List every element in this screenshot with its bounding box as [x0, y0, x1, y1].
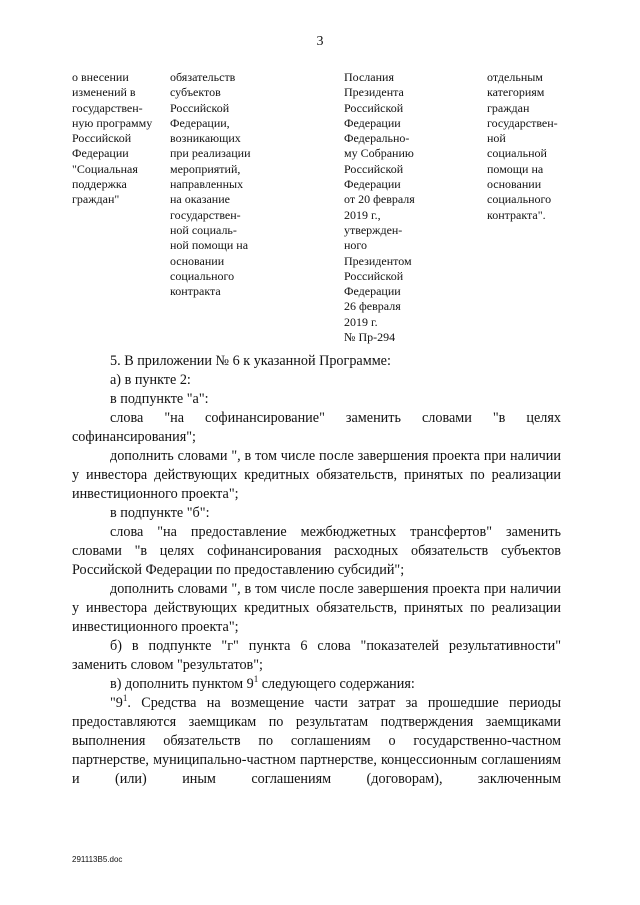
- table-cell-line: 2019 г.: [344, 314, 378, 329]
- table-column-1: [72, 70, 152, 208]
- table-cell-line: отдельным: [487, 70, 543, 84]
- table-cell-line: основании: [170, 253, 225, 268]
- table-cell-line: поддержка: [72, 177, 127, 192]
- superscript: 1: [253, 674, 259, 684]
- table-cell-line: Послания: [344, 70, 394, 84]
- table-cell-line: категориям: [487, 85, 545, 100]
- table-cell-line: ного: [344, 238, 368, 253]
- table-cell-line: государствен-: [170, 207, 241, 222]
- table-column-2: [170, 70, 251, 299]
- table-cell-line: граждан: [487, 100, 530, 115]
- superscript: 1: [122, 693, 128, 703]
- page-number: 3: [316, 34, 324, 49]
- table-cell-line: Президентом: [344, 253, 412, 268]
- table-cell-line: о внесении: [72, 70, 129, 84]
- paragraph: 5. В приложении № 6 к указанной Программе:: [110, 353, 391, 369]
- table-cell-line: № Пр-294: [344, 330, 396, 345]
- table-cell-line: Федерации: [344, 115, 401, 130]
- table-cell-line: Федерации,: [170, 115, 230, 130]
- table-cell-line: ную программу: [72, 115, 153, 130]
- paragraph: дополнить словами ", в том числе после завершения проекта при наличии у инвестора действующих кредитных обязательств, принятых по реализации инвестиционного проекта";: [72, 581, 561, 635]
- table-cell-line: государствен-: [72, 100, 143, 115]
- paragraph: в подпункте "б":: [110, 505, 210, 521]
- table-cell-line: субъектов: [170, 85, 221, 100]
- table-cell-line: от 20 февраля: [344, 192, 415, 207]
- table-cell-line: Президента: [344, 85, 404, 100]
- paragraph-text: "9: [110, 695, 123, 711]
- table-cell-line: Федерации: [72, 146, 129, 161]
- table-cell-line: Российской: [344, 268, 404, 283]
- paragraph: [72, 675, 561, 694]
- table-cell-line: направленных: [170, 177, 244, 192]
- table-cell-line: мероприятий,: [170, 161, 241, 176]
- table-cell-line: контракта".: [487, 207, 546, 222]
- table-cell-line: ной помощи на: [170, 238, 249, 253]
- paragraph: в подпункте "а":: [110, 391, 209, 407]
- table-cell-line: Российской: [170, 100, 230, 115]
- table-cell-line: ной социаль-: [170, 222, 237, 237]
- table-cell-line: граждан": [72, 192, 120, 207]
- table-cell-line: утвержден-: [344, 222, 403, 237]
- table-cell-line: изменений в: [72, 85, 136, 100]
- document-body: [72, 352, 561, 789]
- table-cell-line: государствен-: [487, 115, 558, 130]
- table-cell-line: Федерации: [344, 284, 401, 299]
- paragraph: дополнить словами ", в том числе после завершения проекта при наличии у инвестора действующих кредитных обязательств, принятых по реализации инвестиционного проекта";: [72, 448, 561, 502]
- table-cell-line: Федерально-: [344, 131, 410, 146]
- table-cell-line: обязательств: [170, 70, 236, 84]
- table-cell-line: Федерации: [344, 177, 401, 192]
- paragraph: слова "на предоставление межбюджетных трансфертов" заменить словами "в целях софинансирования расходных обязательств субъектов Российской Федерации по предоставлению субсидий";: [72, 524, 561, 578]
- table-cell-line: 2019 г.,: [344, 207, 381, 222]
- table-column-3: [344, 70, 415, 345]
- table-cell-line: Российской: [72, 131, 132, 146]
- table-cell-line: му Собранию: [344, 146, 414, 161]
- paragraph: слова "на софинансирование" заменить словами "в целях софинансирования";: [72, 410, 561, 445]
- paragraph-text: . Средства на возмещение части затрат за прошедшие периоды предоставляются заемщикам по результатам подтверждения заемщиками выполнения обязательств по соглашениям о государственно-частном партнерстве, муниципально-частном партнерстве, концессионным соглашениям и (или) иным соглашениям (договорам), заключенным: [72, 695, 561, 787]
- table-cell-line: Российской: [344, 100, 404, 115]
- table-cell-line: помощи на: [487, 161, 544, 176]
- file-name-footer: 291113B5.doc: [72, 855, 123, 864]
- paragraph-text: следующего содержания:: [258, 676, 415, 692]
- table-cell-line: на оказание: [170, 192, 230, 207]
- paragraph: б) в подпункте "г" пункта 6 слова "показателей результативности" заменить словом "результатов";: [72, 638, 561, 673]
- table-cell-line: возникающих: [170, 131, 241, 146]
- table-cell-line: социального: [487, 192, 552, 207]
- table-cell-line: при реализации: [170, 146, 251, 161]
- table-cell-line: "Социальная: [72, 161, 138, 176]
- table-cell-line: основании: [487, 177, 542, 192]
- paragraph-text: в) дополнить пунктом 9: [110, 676, 254, 692]
- table-cell-line: контракта: [170, 284, 221, 299]
- table-cell-line: социального: [170, 268, 235, 283]
- table-cell-line: 26 февраля: [344, 299, 401, 314]
- table-cell-line: ной: [487, 131, 506, 146]
- table-column-4: [487, 70, 558, 223]
- table-cell-line: социальной: [487, 146, 547, 161]
- paragraph: [72, 694, 561, 789]
- paragraph: а) в пункте 2:: [110, 372, 191, 388]
- table-cell-line: Российской: [344, 161, 404, 176]
